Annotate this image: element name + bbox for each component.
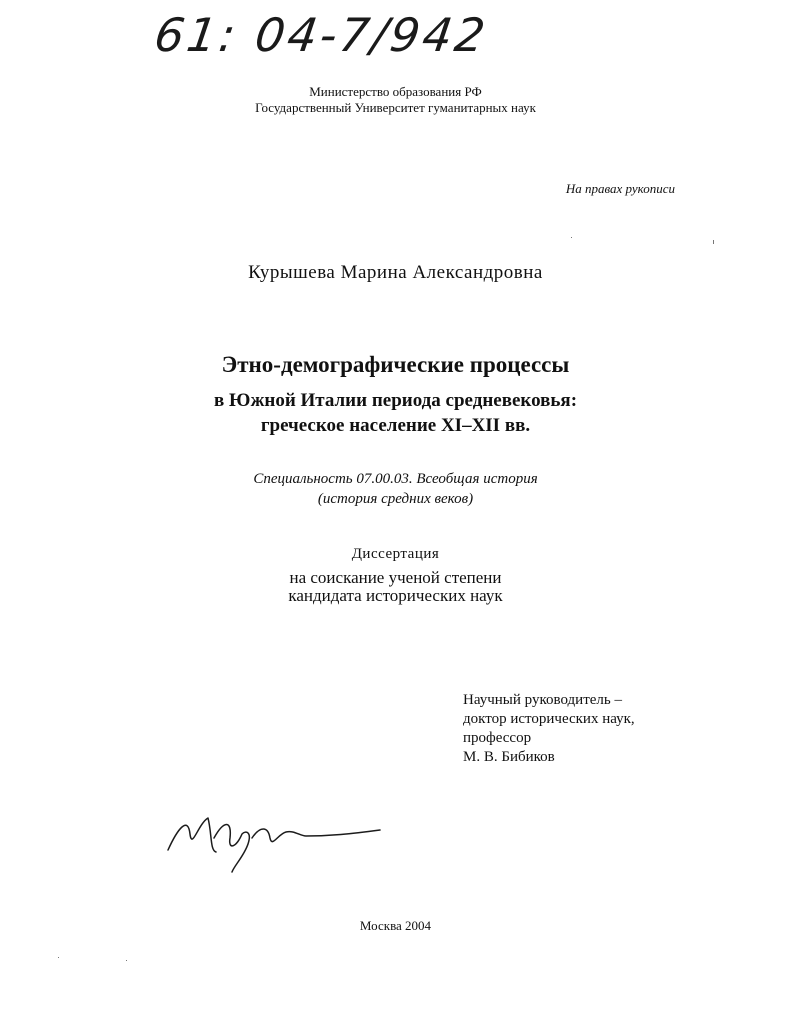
- dissertation-purpose-line-2: кандидата исторических наук: [288, 586, 503, 605]
- dissertation-purpose-line-1: на соискание ученой степени: [289, 568, 502, 587]
- handwritten-catalog-number: 61: 04-7/942: [151, 8, 492, 62]
- manuscript-note: На правах рукописи: [565, 181, 675, 196]
- specialty-line-1: Специальность 07.00.03. Всеобщая история: [253, 471, 538, 487]
- supervisor-line-2: доктор исторических наук,: [463, 711, 635, 727]
- supervisor-line-4: М. В. Бибиков: [463, 749, 555, 765]
- signature: [160, 790, 390, 880]
- dissertation-title-line-3: греческое население XI–XII вв.: [260, 415, 531, 436]
- dissertation-title-line-2: в Южной Италии периода средневековья:: [213, 390, 578, 411]
- ministry-name: Министерство образования РФ: [309, 84, 482, 99]
- scan-speck: [126, 960, 127, 961]
- supervisor-line-1: Научный руководитель –: [463, 692, 622, 708]
- scan-speck: [571, 237, 572, 238]
- specialty-line-2: (история средних веков): [317, 491, 474, 507]
- scan-speck: [58, 957, 59, 958]
- supervisor-line-3: профессор: [463, 730, 532, 746]
- university-name: Государственный Университет гуманитарных наук: [255, 100, 536, 115]
- dissertation-title-line-1: Этно-демографические процессы: [221, 352, 570, 377]
- supervisor-block: [463, 691, 635, 767]
- place-and-year: Москва 2004: [359, 918, 432, 933]
- dissertation-label: Диссертация: [351, 546, 440, 562]
- scan-speck: [713, 240, 714, 244]
- author-name: Курышева Марина Александровна: [248, 262, 543, 283]
